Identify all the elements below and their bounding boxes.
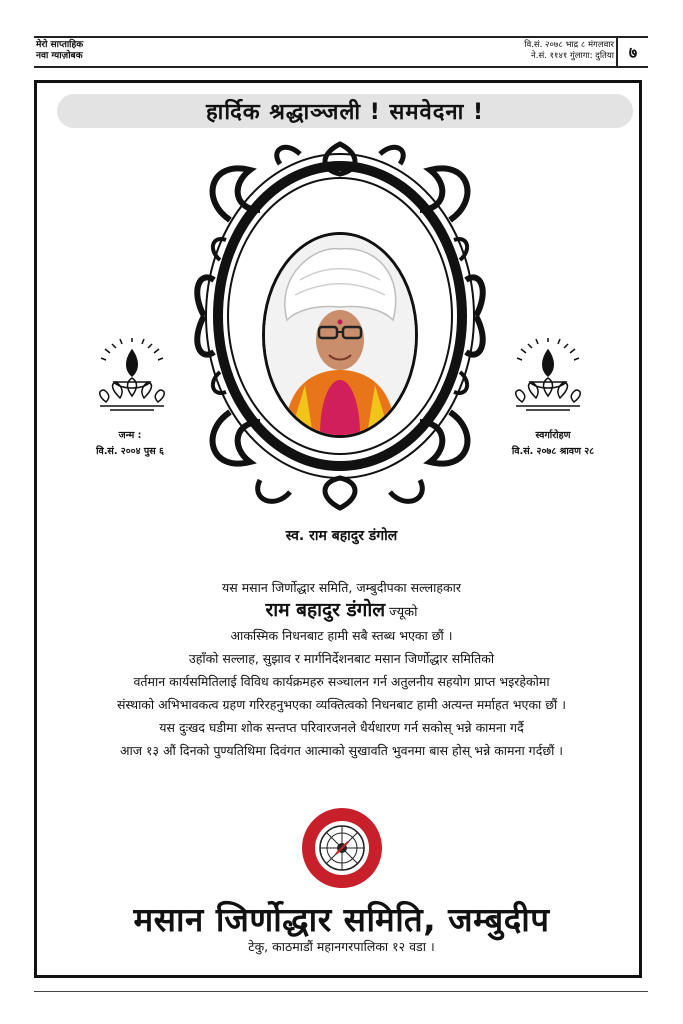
message-name-line (50, 599, 633, 624)
issue-date (524, 40, 614, 62)
birth-label: जन्म : (118, 430, 142, 441)
portrait-photo (262, 232, 418, 438)
tribute-banner: हार्दिक श्रद्धाञ्जली ! समवेदना ! (57, 94, 633, 128)
organization-address: टेकु, काठमाडौं महानगरपालिका १२ वडा । (248, 939, 435, 954)
deceased-caption: स्व. राम बहादुर डंगोल (285, 528, 398, 544)
message-line: आज १३ औं दिनको पुण्यतिथिमा दिवंगत आत्माको सुखावति भुवनमा बास होस् भन्ने कामना गर्दछौं । (119, 743, 564, 758)
message-line: उहाँको सल्लाह, सुझाव र मार्गनिर्देशनबाट मसान जिर्णोद्धार समितिको (188, 651, 495, 666)
publication-name-line2: नवा ग्याज़ोबक (36, 51, 83, 61)
death-label: स्वर्गारोहण (535, 430, 571, 441)
condolence-message (50, 576, 633, 762)
issue-date-line1: वि.सं. २०७८ भाद्र ८ मंगलवार (524, 40, 614, 50)
deceased-name-suffix: ज्यूको (389, 605, 418, 620)
message-line: आकस्मिक निधनबाट हामी सबै स्तब्ध भएका छौं । (230, 628, 453, 643)
footer-rule (34, 991, 648, 992)
portrait-image (265, 235, 415, 435)
organization-name: मसान जिर्णोद्धार समिति, जम्बुदीप (133, 900, 550, 939)
death-info (488, 428, 618, 460)
page-header (34, 36, 648, 68)
publication-name-line1: मेरो साप्ताहिक (36, 40, 84, 50)
death-date: वि.सं. २०७८ श्रावण २८ (511, 446, 595, 457)
message-line: यस दुःखद घडीमा शोक सन्तप्त परिवारजनले धैर्यधारण गर्न सकोस् भन्ने कामना गर्दै (159, 720, 524, 735)
organization-logo (300, 806, 384, 890)
birth-info (70, 428, 190, 460)
page-number: ७ (616, 38, 648, 66)
deceased-name: राम बहादुर डंगोल (265, 599, 386, 621)
publication-name (36, 40, 83, 62)
lamp-icon (508, 336, 588, 426)
issue-date-line2: ने.सं. ११४१ गुंलागा: दुतिया (531, 51, 614, 61)
birth-date: वि.सं. २००४ पुस ६ (96, 446, 164, 457)
message-line: यस मसान जिर्णोद्धार समिति, जम्बुदीपका सल्लाहकार (222, 580, 461, 595)
message-line: संस्थाको अभिभावकत्व ग्रहण गरिरहनुभएका व्यक्तित्वको निधनबाट हामी अत्यन्त मर्माहत भएका छौं । (117, 697, 566, 712)
lamp-icon (92, 336, 172, 426)
message-line: वर्तमान कार्यसमितिलाई विविध कार्यक्रमहरु सञ्चालन गर्न अतुलनीय सहयोग प्राप्त भइरहेकोमा (133, 674, 550, 689)
